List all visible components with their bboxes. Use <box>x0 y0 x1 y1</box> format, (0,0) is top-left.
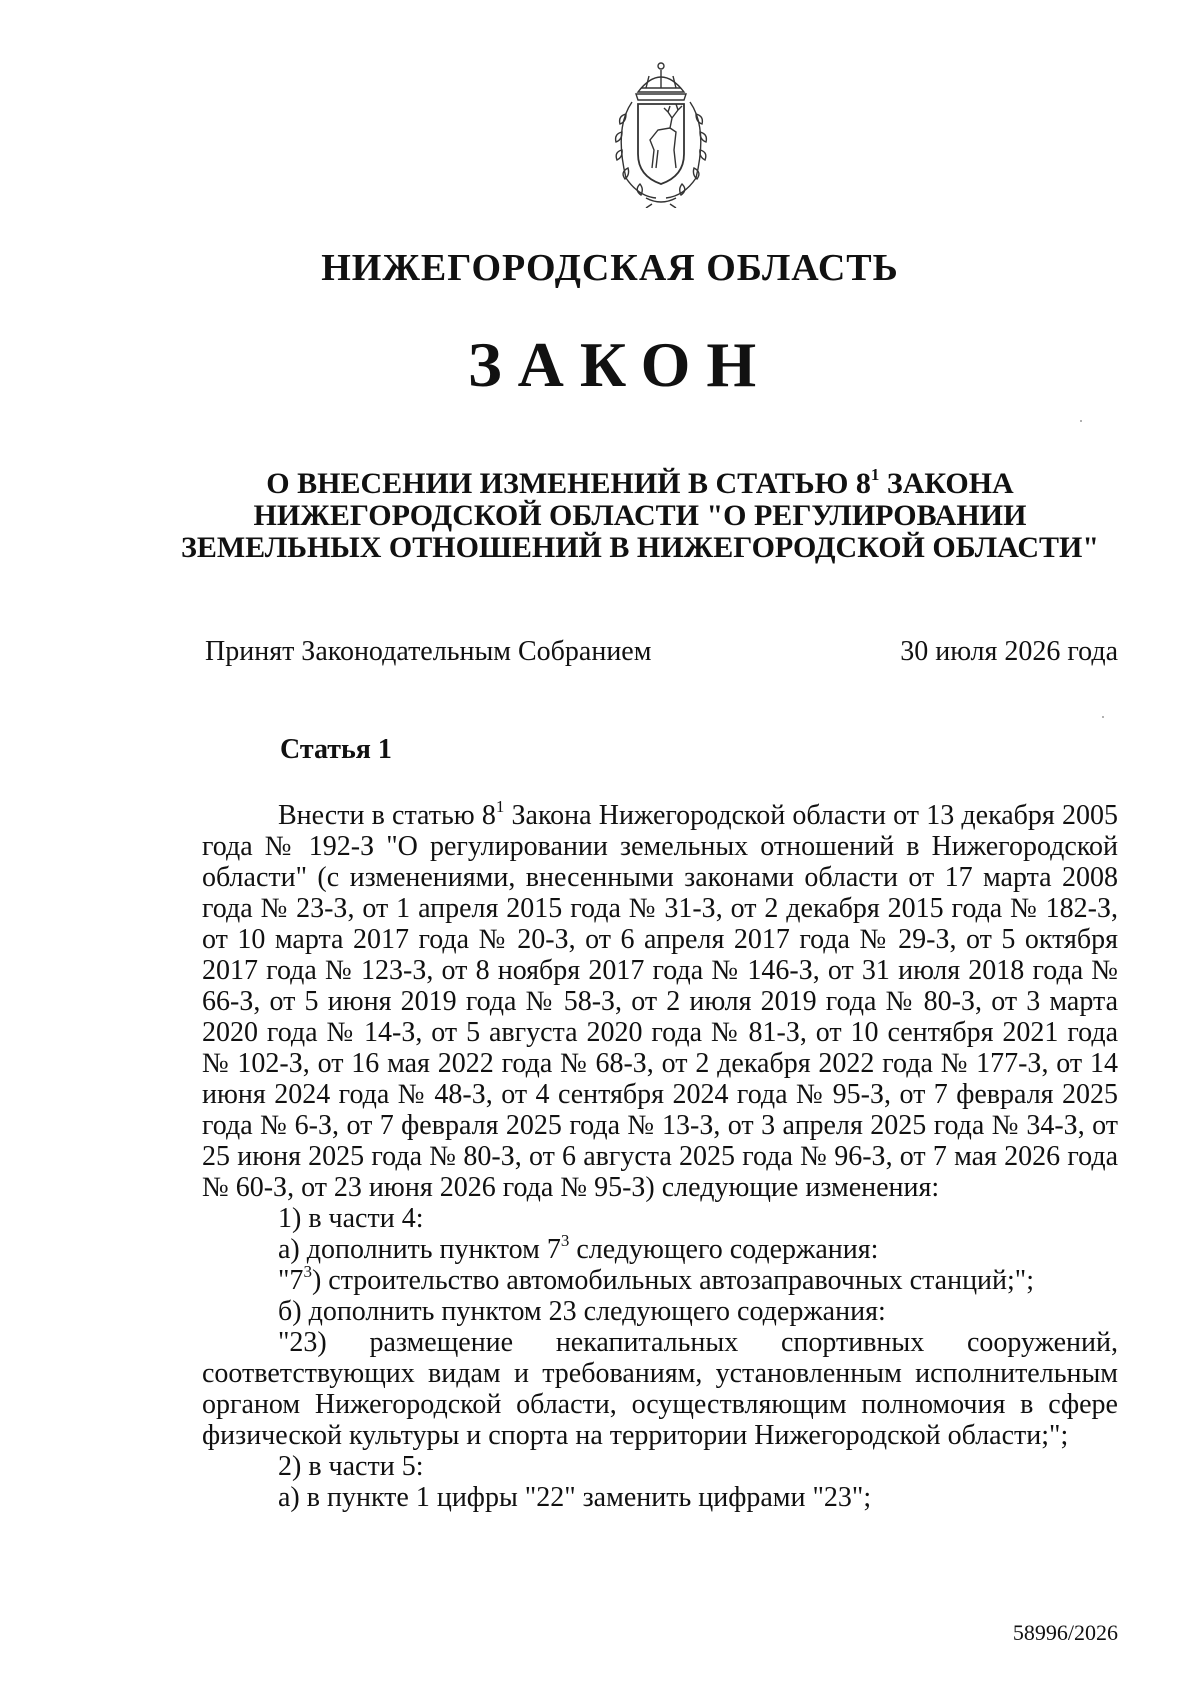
scan-speck <box>1102 716 1104 718</box>
article-heading: Статья 1 <box>280 734 392 765</box>
region-title: НИЖЕГОРОДСКАЯ ОБЛАСТЬ <box>321 247 899 289</box>
coat-of-arms-icon <box>586 58 736 208</box>
list-item: а) в пункте 1 цифры "22" заменить цифрами "23"; <box>278 1482 872 1513</box>
document-type: ЗАКОН <box>467 329 773 400</box>
law-title-line-2: НИЖЕГОРОДСКОЙ ОБЛАСТИ "О РЕГУЛИРОВАНИИ <box>253 499 1027 532</box>
adoption-date: 30 июля 2026 года <box>900 636 1118 667</box>
article-intro-paragraph: Внести в статью $8^1$ Закона Нижегородской области от 13 декабря 2005 года № 192-З "О регулировании земельных отношений в Нижегородской области" (с изменениями, внесенными законами области от 17 марта 2008 года № 23-З, от 1 апреля 2015 года № 31-З, от 2 декабря 2015 года № 182-З, от 10 марта 2017 года № 20-З, от 6 апреля 2017 года № 29-З, от 5 октября 2017 года № 123-З, от 8 ноября 2017 года № 146-З, от 31 июля 2018 года № 66-З, от 5 июня 2019 года № 58-З, от 2 июля 2019 года № 80-З, от 3 марта 2020 года № 14-З, от 5 августа 2020 года № 81-З, от 10 сентября 2021 года № 102-З, от 16 мая 2022 года № 68-З, от 2 декабря 2022 года № 177-З, от 14 июня 2024 года № 48-З, от 4 сентября 2024 года № 95-З, от 7 февраля 2025 года № 6-З, от 7 февраля 2025 года № 13-З, от 3 апреля 2025 года № 34-З, от 25 июня 2025 года № 80-З, от 6 августа 2025 года № 96-З, от 7 мая 2026 года № 60-З, от 23 июня 2026 года № 95-З) следующие изменения: <box>202 796 1118 1203</box>
quoted-amendment: "$7^3$) строительство автомобильных автозаправочных станций;"; <box>278 1261 1035 1296</box>
law-title-line-3: ЗЕМЕЛЬНЫХ ОТНОШЕНИЙ В НИЖЕГОРОДСКОЙ ОБЛАСТИ" <box>180 531 1099 564</box>
scan-speck <box>1080 420 1082 422</box>
law-title-line-1: О ВНЕСЕНИИ ИЗМЕНЕНИЙ В СТАТЬЮ $8^1$ ЗАКОНА <box>266 465 1014 500</box>
list-item: б) дополнить пунктом 23 следующего содержания: <box>278 1296 886 1327</box>
adoption-line <box>205 636 1118 668</box>
list-item: 2) в части 5: <box>278 1451 424 1482</box>
list-item: а) дополнить пунктом $7^3$ следующего содержания: <box>278 1230 879 1265</box>
quoted-amendment: "23) размещение некапитальных спортивных сооружений, соответствующих видам и требованиям, установленным исполнительным органом Нижегородской области, осуществляющим полномочия в сфере физической культуры и спорта на территории Нижегородской области;"; <box>202 1327 1118 1451</box>
article-body <box>202 796 1118 1513</box>
document-registration-code: 58996/2026 <box>1012 1620 1118 1645</box>
law-title <box>150 465 1130 564</box>
list-item: 1) в части 4: <box>278 1203 424 1234</box>
adopted-by-label: Принят Законодательным Собранием <box>205 636 652 667</box>
